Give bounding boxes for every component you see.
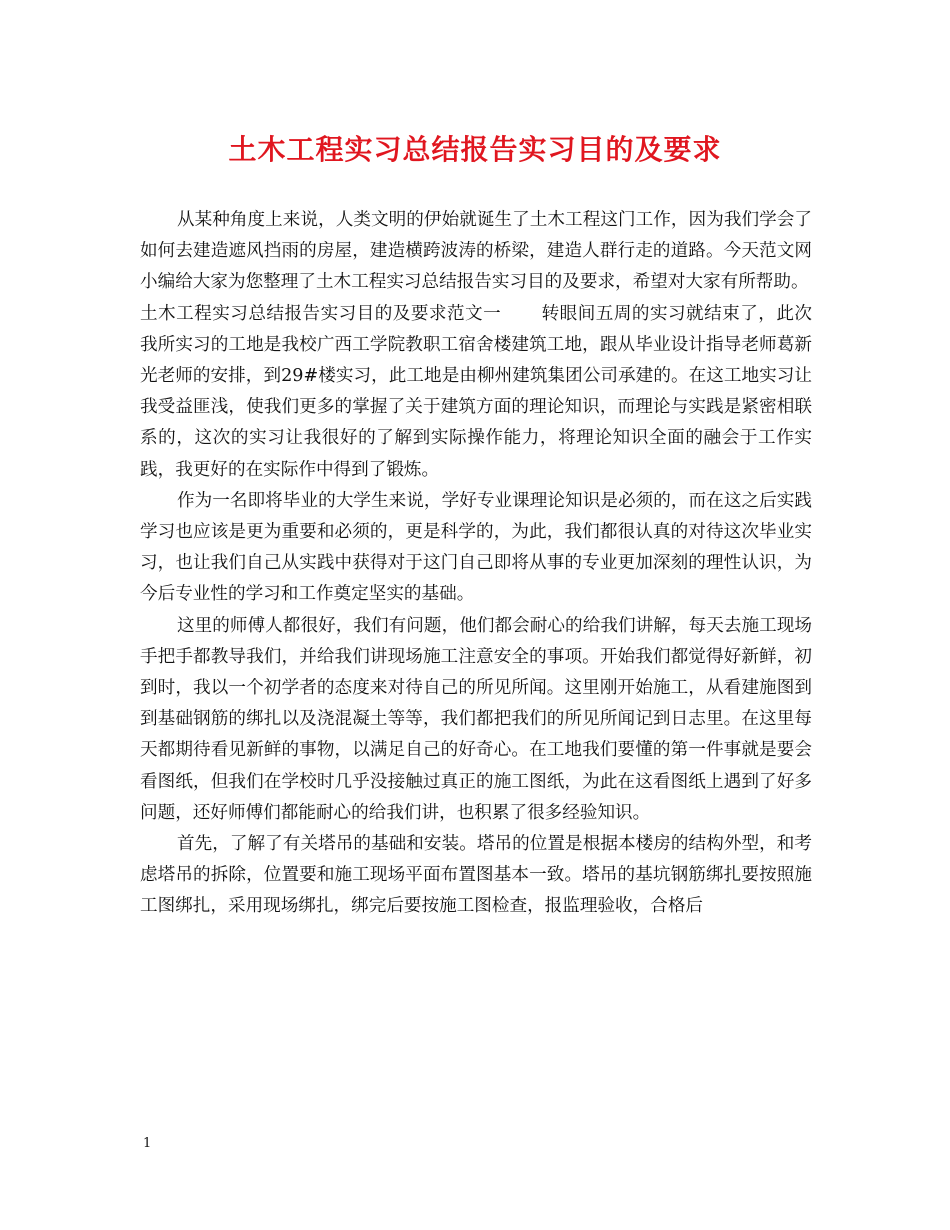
paragraph-intro: 从某种角度上来说，人类文明的伊始就诞生了土木工程这门工作，因为我们学会了如何去建造遮风挡雨的房屋，建造横跨波涛的桥梁，建造人群行走的道路。今天范文网小编给大家为您整理了土木工程实习总结报告实习目的及要求，希望对大家有所帮助。 bbox=[140, 210, 812, 293]
document-title: 土木工程实习总结报告实习目的及要求 bbox=[228, 133, 722, 166]
document-body bbox=[140, 205, 812, 923]
section-label: 土木工程实习总结报告实习目的及要求范文一 bbox=[140, 303, 502, 324]
paragraph-sample-one bbox=[140, 299, 812, 486]
page-number: 1 bbox=[143, 1136, 152, 1151]
paragraph-student: 作为一名即将毕业的大学生来说，学好专业课理论知识是必须的，而在这之后实践学习也应该是更为重要和必须的，更是科学的，为此，我们都很认真的对待这次毕业实习，也让我们自己从实践中获得对于这门自己即将从事的专业更加深刻的理性认识，为今后专业性的学习和工作奠定坚实的基础。 bbox=[140, 490, 812, 605]
paragraph-tower-crane: 首先，了解了有关塔吊的基础和安装。塔吊的位置是根据本楼房的结构外型，和考虑塔吊的拆除，位置要和施工现场平面布置图基本一致。塔吊的基坑钢筋绑扎要按照施工图绑扎，采用现场绑扎，绑完后要按施工图检查，报监理验收，合格后 bbox=[140, 834, 812, 917]
paragraph-sample-one-text: 转眼间五周的实习就结束了，此次我所实习的工地是我校广西工学院教职工宿舍楼建筑工地，跟从毕业设计指导老师葛新光老师的安排，到29#楼实习，此工地是由柳州建筑集团公司承建的。在这工地实习让我受益匪浅，使我们更多的掌握了关于建筑方面的理论知识，而理论与实践是紧密相联系的，这次的实习让我很好的了解到实际操作能力，将理论知识全面的融会于工作实践，我更好的在实际作中得到了锻炼。 bbox=[140, 303, 812, 480]
paragraph-masters: 这里的师傅人都很好，我们有问题，他们都会耐心的给我们讲解，每天去施工现场手把手都教导我们，并给我们讲现场施工注意安全的事项。开始我们都觉得好新鲜，初到时，我以一个初学者的态度来对待自己的所见所闻。这里刚开始施工，从看建施图到到基础钢筋的绑扎以及浇混凝土等等，我们都把我们的所见所闻记到日志里。在这里每天都期待看见新鲜的事物，以满足自己的好奇心。在工地我们要懂的第一件事就是要会看图纸，但我们在学校时几乎没接触过真正的施工图纸，为此在这看图纸上遇到了好多问题，还好师傅们都能耐心的给我们讲，也积累了很多经验知识。 bbox=[140, 615, 812, 823]
